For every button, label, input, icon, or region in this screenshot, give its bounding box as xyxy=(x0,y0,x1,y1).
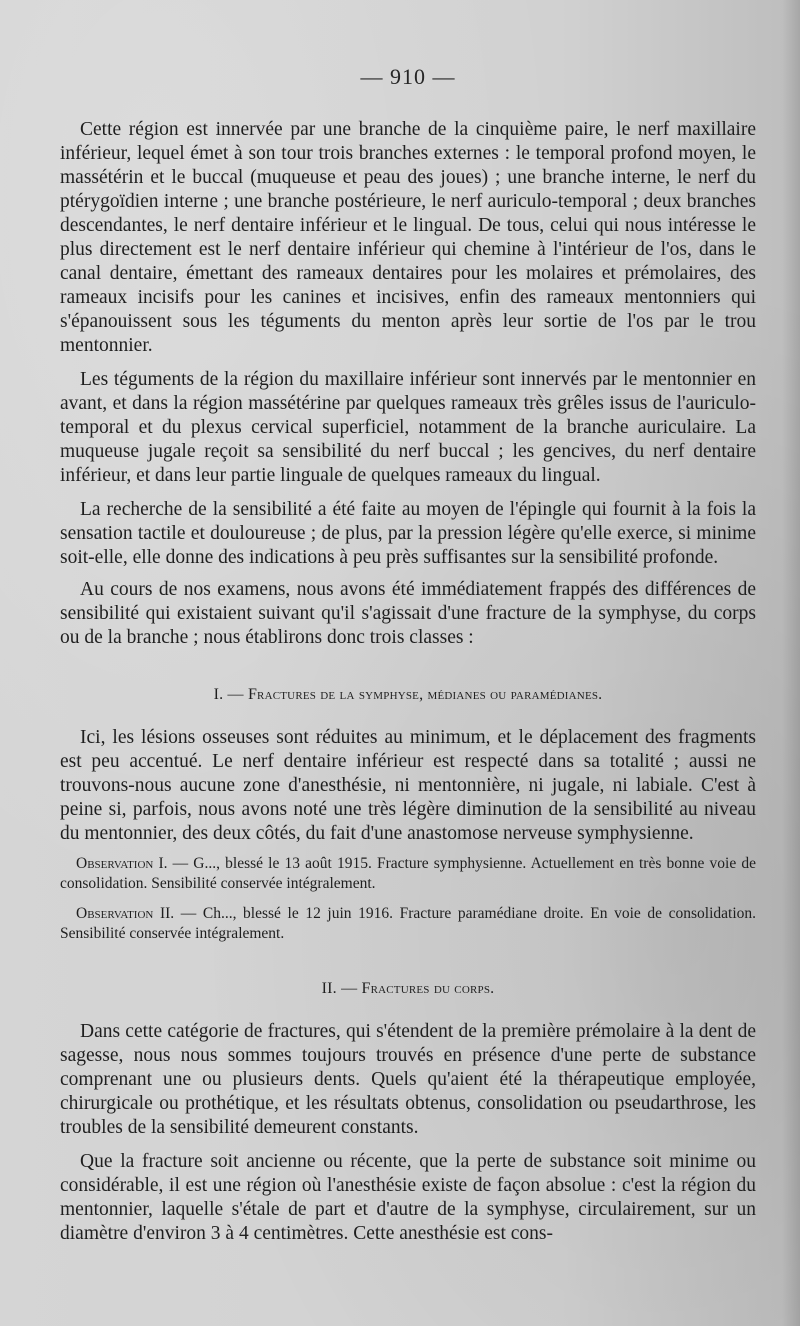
observation-label: Observation II. xyxy=(76,905,175,922)
section-numeral: I. — xyxy=(213,686,244,703)
observation-label: Observation I. xyxy=(76,855,168,872)
paragraph-examens: Au cours de nos examens, nous avons été immédiatement frappés des différences de sensibilité qui existaient suivant qu'il s'agissait d'une fracture de la symphyse, du corps ou de la branche ; nous établirons donc trois classes : xyxy=(60,579,756,648)
page-number: — 910 — xyxy=(360,64,456,89)
paragraph-innervation: Cette région est innervée par une branche de la cinquième paire, le nerf maxillaire inférieur, lequel émet à son tour trois branches externes : le temporal profond moyen, le massétérin et le buccal (muqueuse et peau des joues) ; une branche interne, le nerf du ptérygoïdien interne ; une branche postérieure, le nerf auriculo-temporal ; deux branches descendantes, le nerf dentaire inférieur et le lingual. De tous, celui qui nous intéresse le plus directement est le nerf dentaire inférieur qui chemine à l'intérieur de l'os, dans le canal dentaire, émettant des rameaux dentaires pour les molaires et prémolaires, des rameaux incisifs pour les canines et incisives, enfin des rameaux mentonniers qui s'épanouissent sous les téguments du menton après leur sortie de l'os par le trou mentonnier. xyxy=(60,119,756,356)
observation-entry xyxy=(60,904,756,944)
paragraph-lesions: Ici, les lésions osseuses sont réduites au minimum, et le déplacement des fragments est peu accentué. Le nerf dentaire inférieur est respecté dans sa totalité ; aussi ne trouvons-nous aucune zone d'anesthésie, ni mentonnière, ni jugale, ni labiale. C'est à peine si, parfois, nous avons noté une très légère diminution de la sensibilité au niveau du mentonnier, des deux côtés, du fait d'une anastomose nerveuse symphysienne. xyxy=(60,727,756,844)
section-heading-corps xyxy=(60,978,756,1000)
observation-text: — Ch..., blessé le 12 juin 1916. Fracture paramédiane droite. En voie de consolidation. Sensibilité conservée intégralement. xyxy=(60,905,757,942)
section-title-text: Fractures du corps. xyxy=(361,980,495,997)
paragraph-recherche: La recherche de la sensibilité a été faite au moyen de l'épingle qui fournit à la fois la sensation tactile et douloureuse ; de plus, par la pression légère qu'elle exerce, si minime soit-elle, elle donne des indications à peu près suffisantes sur la sensibilité profonde. xyxy=(60,499,756,568)
paragraph-categorie: Dans cette catégorie de fractures, qui s'étendent de la première prémolaire à la dent de sagesse, nous nous sommes toujours trouvés en présence d'une perte de substance comprenant une ou plusieurs dents. Quels qu'aient été la thérapeutique employée, chirurgicale ou prothétique, et les résultats obtenus, consolidation ou pseudarthrose, les troubles de la sensibilité demeurent constants. xyxy=(60,1021,756,1138)
observation-text: — G..., blessé le 13 août 1915. Fracture symphysienne. Actuellement en très bonne voie de consolidation. Sensibilité conservée intégralement. xyxy=(60,855,756,892)
section-heading-symphyse xyxy=(60,684,756,706)
section-title-text: Fractures de la symphyse, médianes ou paramédianes. xyxy=(247,686,603,703)
observation-entry xyxy=(60,854,756,894)
paragraph-anesthesie: Que la fracture soit ancienne ou récente, que la perte de substance soit minime ou considérable, il est une région où l'anesthésie existe de façon absolue : c'est la région du mentonnier, laquelle s'étale de part et d'autre de la symphyse, circulairement, sur un diamètre d'environ 3 à 4 centimètres. Cette anesthésie est cons- xyxy=(60,1151,756,1244)
paragraph-teguments: Les téguments de la région du maxillaire inférieur sont innervés par le mentonnier en avant, et dans la région massétérine par quelques rameaux très grêles issus de l'auriculo-temporal et du plexus cervical superficiel, notamment de la branche auriculaire. La muqueuse jugale reçoit sa sensibilité du nerf buccal ; les gencives, du nerf dentaire inférieur, et dans leur partie linguale de quelques rameaux du lingual. xyxy=(60,369,756,486)
section-numeral: II. — xyxy=(321,980,358,997)
